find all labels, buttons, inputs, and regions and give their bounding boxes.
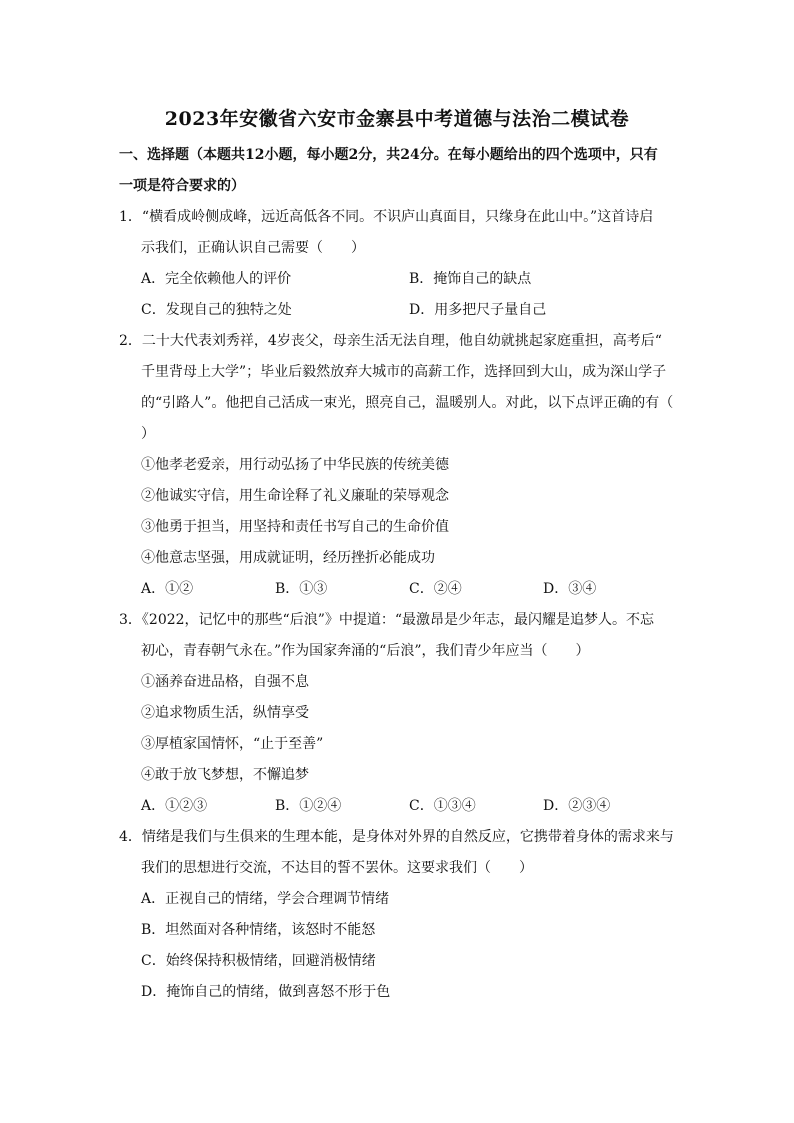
option-b: B．坦然面对各种情绪，该怒时不能怒 (141, 922, 376, 938)
question-2-stem-line-3: 的“引路人”。他把自己活成一束光，照亮自己，温暖别人。对此，以下点评正确的有（ (141, 395, 674, 411)
option-a: A．正视自己的情绪，学会合理调节情绪 (141, 891, 390, 907)
question-3-item-2: ②追求物质生活，纵情享受 (141, 705, 309, 721)
question-4-stem-line-2: 我们的思想进行交流，不达目的誓不罢休。这要求我们（ ） (141, 860, 533, 876)
question-3-stem-line-1: 3．《2022，记忆中的那些“后浪”》中提道：“最激昂是少年志，最闪耀是追梦人。不忘 (119, 612, 655, 628)
option-c: C．始终保持积极情绪，回避消极情绪 (141, 953, 376, 969)
option-b: B．①②④ (275, 798, 342, 814)
section-heading-line-1: 一、选择题（本题共12小题，每小题2分，共24分。在每小题给出的四个选项中，只有 (119, 147, 658, 163)
exam-content (119, 140, 679, 1008)
question-1-options (119, 264, 679, 326)
question-3-item-3: ③厚植家国情怀，“止于至善” (141, 736, 324, 752)
question-3-item-1: ①涵养奋进品格，自强不息 (141, 674, 309, 690)
option-a: A．完全依赖他人的评价 (141, 271, 292, 287)
question-4 (119, 822, 679, 1008)
option-d: D．③④ (543, 581, 597, 597)
option-c: C．发现自己的独特之处 (141, 302, 292, 318)
question-3-item-4: ④敢于放飞梦想，不懈追梦 (141, 767, 309, 783)
question-2-options (119, 574, 679, 605)
question-3-options (119, 791, 679, 822)
option-b: B．掩饰自己的缺点 (409, 271, 532, 287)
question-2-item-1: ①他孝老爱亲，用行动弘扬了中华民族的传统美德 (141, 457, 449, 473)
question-1-stem-line-1: 1．“横看成岭侧成峰，远近高低各不同。不识庐山真面目，只缘身在此山中。”这首诗启 (119, 209, 654, 225)
section-heading (119, 140, 679, 202)
question-3-stem-line-2: 初心，青春朝气永在。”作为国家奔涌的“后浪”，我们青少年应当（ ） (141, 643, 590, 659)
question-2-stem-line-4: ） (141, 426, 155, 442)
option-c: C．①③④ (409, 798, 476, 814)
option-c: C．②④ (409, 581, 462, 597)
question-1-stem-line-2: 示我们，正确认识自己需要（ ） (141, 240, 365, 256)
exam-title: 2023年安徽省六安市金寨县中考道德与法治二模试卷 (164, 108, 630, 130)
option-d: D．②③④ (543, 798, 611, 814)
question-2 (119, 326, 679, 605)
question-2-item-2: ②他诚实守信，用生命诠释了礼义廉耻的荣辱观念 (141, 488, 449, 504)
option-d: D．掩饰自己的情绪，做到喜怒不形于色 (141, 984, 391, 1000)
question-2-stem-line-1: 2．二十大代表刘秀祥，4岁丧父，母亲生活无法自理，他自幼就挑起家庭重担，高考后“ (119, 333, 662, 349)
question-3 (119, 605, 679, 822)
question-2-stem-line-2: 千里背母上大学”；毕业后毅然放弃大城市的高薪工作，选择回到大山，成为深山学子 (141, 364, 667, 380)
question-2-item-4: ④他意志坚强，用成就证明，经历挫折必能成功 (141, 550, 435, 566)
section-heading-line-2: 一项是符合要求的） (119, 178, 245, 194)
question-2-item-3: ③他勇于担当，用坚持和责任书写自己的生命价值 (141, 519, 449, 535)
question-4-stem-line-1: 4．情绪是我们与生俱来的生理本能，是身体对外界的自然反应，它携带着身体的需求来与 (119, 829, 674, 845)
option-a: A．①② (141, 581, 194, 597)
option-d: D．用多把尺子量自己 (409, 302, 547, 318)
option-a: A．①②③ (141, 798, 208, 814)
option-b: B．①③ (275, 581, 328, 597)
question-1 (119, 202, 679, 326)
